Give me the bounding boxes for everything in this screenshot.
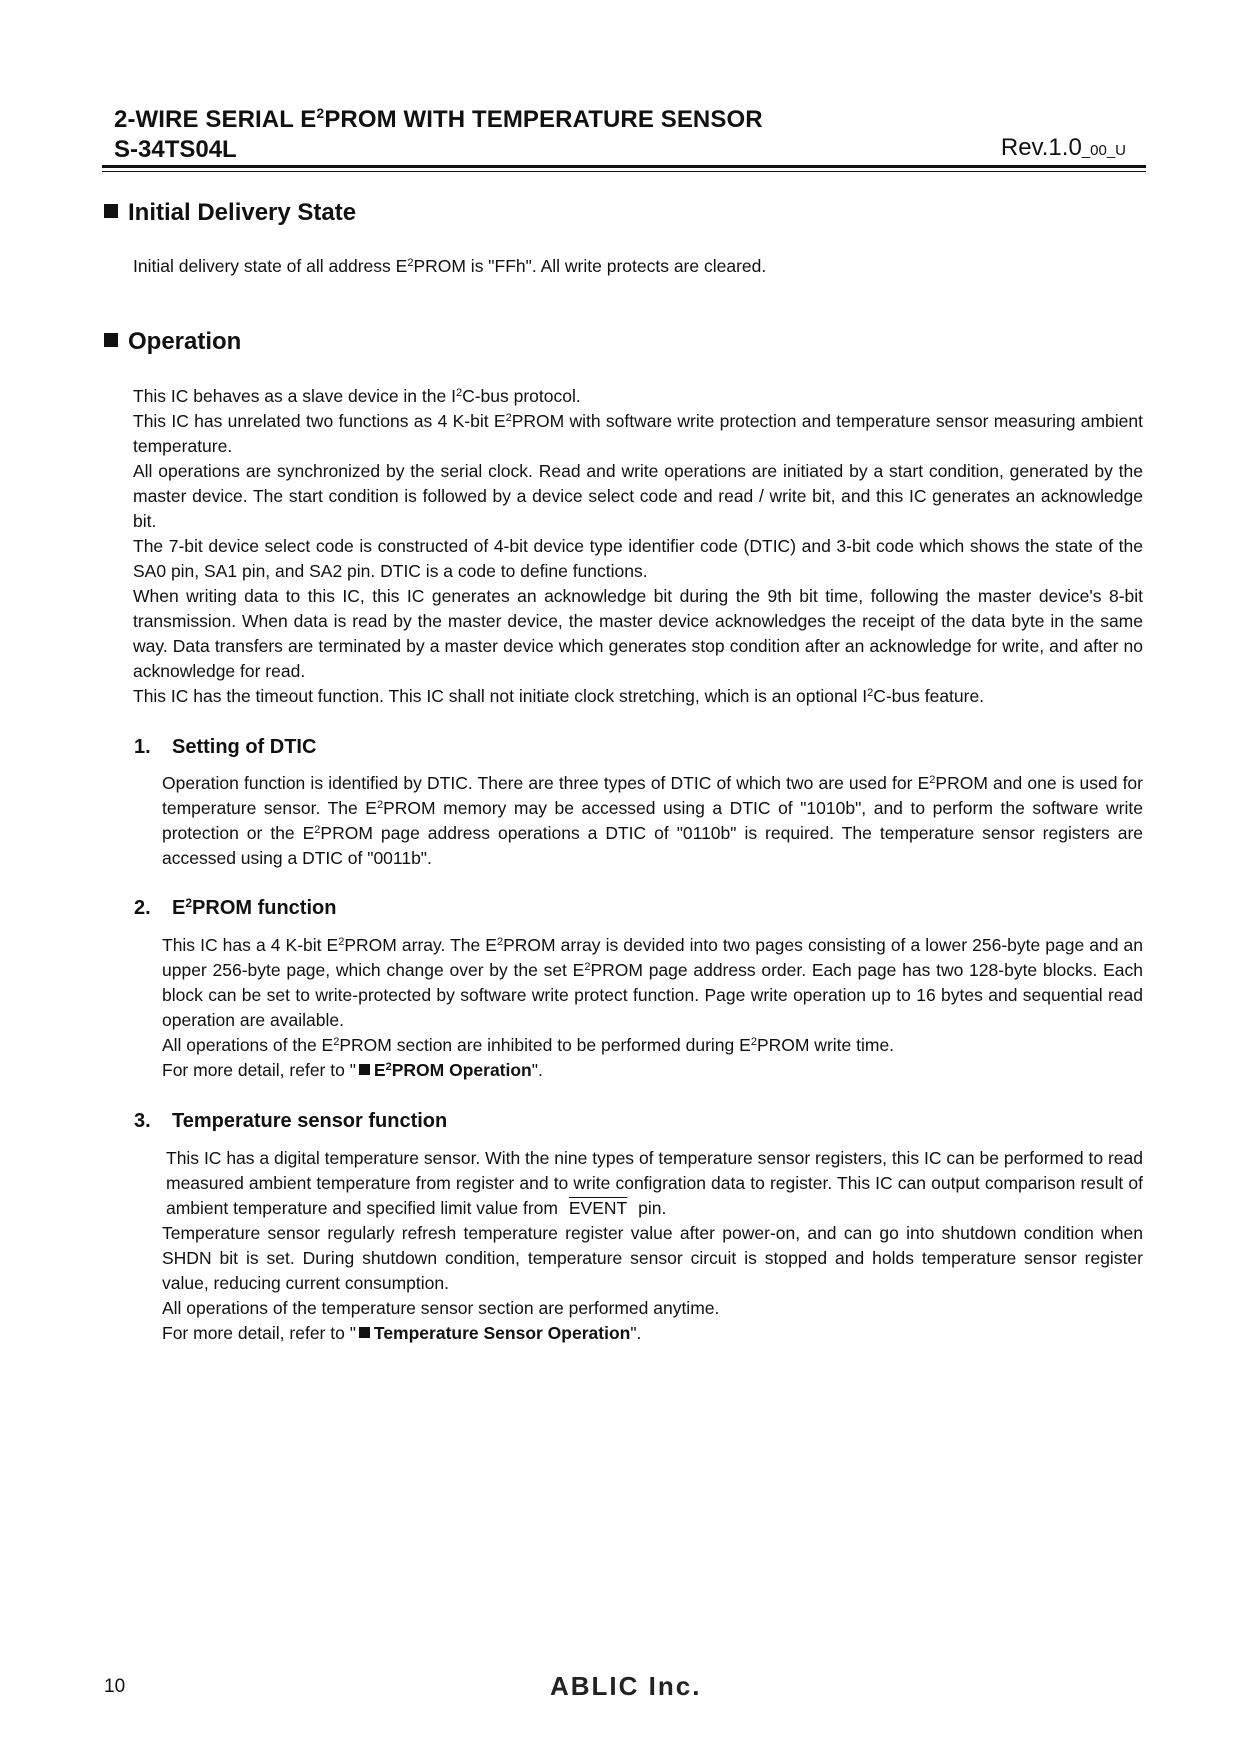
- eeprom-p1: This IC has a 4 K-bit $E^2PROM$ array. The $E^2PROM$ array is devided into two pages consisting of a lower 256-byte page and an upper 256-byte page, which change over by the set $E^2PROM$ page address order. Each page has two 128-byte blocks. Each block can be set to write-protected by software write protect function. Page write operation up to 16 bytes and sequential read operation are available.: [162, 935, 1143, 1030]
- temperature-body: [162, 1221, 1143, 1346]
- subsection-title-temperature: 3. Temperature sensor function: [134, 1110, 448, 1132]
- section-title-operation: Operation: [104, 328, 241, 356]
- operation-p6: This IC has the timeout function. This IC shall not initiate clock stretching, which is an optional $I^2C$-bus feature.: [133, 686, 985, 706]
- operation-p5: When writing data to this IC, this IC generates an acknowledge bit during the 9th bit time, following the master device's 8-bit transmission. When data is read by the master device, the master device acknowledges the receipt of the data byte in the same way. Data transfers are terminated by a master device which generates stop condition after an acknowledge for write, and after no acknowledge for read.: [133, 586, 1143, 681]
- subsection-title-dtic: 1. Setting of DTIC: [134, 736, 317, 758]
- square-bullet-icon: [359, 1327, 370, 1338]
- company-logo: ABLIC Inc.: [550, 1671, 702, 1701]
- revision: Rev.1.0_00_U: [1000, 134, 1126, 161]
- operation-p2: This IC has unrelated two functions as 4 K-bit $E^2PROM$ with software write protection and temperature sensor measuring ambient temperature.: [133, 411, 1143, 456]
- initial-delivery-text: Initial delivery state of all address $E^2PROM$ is "FFh". All write protects are cleared.: [133, 256, 767, 276]
- operation-p3: All operations are synchronized by the serial clock. Read and write operations are initiated by a start condition, generated by the master device. The start condition is followed by a device select code and read / write bit, and this IC generates an acknowledge bit.: [133, 461, 1143, 531]
- header-rule-thick: [102, 165, 1146, 168]
- temperature-p3: All operations of the temperature sensor section are performed anytime.: [162, 1298, 720, 1318]
- section-title-initial-delivery: Initial Delivery State: [104, 199, 356, 227]
- eeprom-reference: For more detail, refer to " $E^2PROM$ Operation".: [162, 1060, 543, 1080]
- operation-p1: This IC behaves as a slave device in the $I^2C$-bus protocol.: [133, 386, 581, 406]
- temperature-p1: This IC has a digital temperature sensor. With the nine types of temperature sensor registers, this IC can be performed to read measured ambient temperature from register and to write configration data to register. This IC can output comparison result of ambient temperature and specified limit value from EVENT pin.: [166, 1148, 1143, 1218]
- square-bullet-icon: [104, 204, 118, 218]
- header-rule-thin: [102, 171, 1146, 172]
- part-number: S-34TS04L: [114, 136, 237, 163]
- temperature-p2: Temperature sensor regularly refresh temperature register value after power-on, and can go into shutdown condition when SHDN bit is set. During shutdown condition, temperature sensor circuit is stopped and holds temperature sensor register value, reducing current consumption.: [162, 1223, 1143, 1293]
- eeprom-body: [162, 933, 1143, 1083]
- page-number: 10: [104, 1676, 126, 1697]
- square-bullet-icon: [104, 333, 118, 347]
- subsection-title-eeprom: 2. $E^2PROM$ function: [134, 896, 337, 919]
- eeprom-p2: All operations of the $E^2PROM$ section are inhibited to be performed during $E^2PROM$ write time.: [162, 1035, 895, 1055]
- temperature-reference: For more detail, refer to " Temperature Sensor Operation".: [162, 1323, 642, 1343]
- event-pin-label: EVENT: [568, 1198, 628, 1218]
- square-bullet-icon: [359, 1064, 370, 1075]
- document-title: 2-WIRE SERIAL $E^2PROM$ WITH TEMPERATURE SENSOR: [114, 105, 763, 133]
- dtic-body: Operation function is identified by DTIC. There are three types of DTIC of which two are used for $E^2PROM$ and one is used for temperature sensor. The $E^2PROM$ memory may be accessed using a DTIC of "1010b", and to perform the software write protection or the $E^2PROM$ page address operations a DTIC of "0110b" is required. The temperature sensor registers are accessed using a DTIC of "0011b".: [162, 773, 1144, 868]
- operation-body: [133, 384, 1143, 709]
- operation-p4: The 7-bit device select code is constructed of 4-bit device type identifier code (DTIC) and 3-bit code which shows the state of the SA0 pin, SA1 pin, and SA2 pin. DTIC is a code to define functions.: [133, 536, 1143, 581]
